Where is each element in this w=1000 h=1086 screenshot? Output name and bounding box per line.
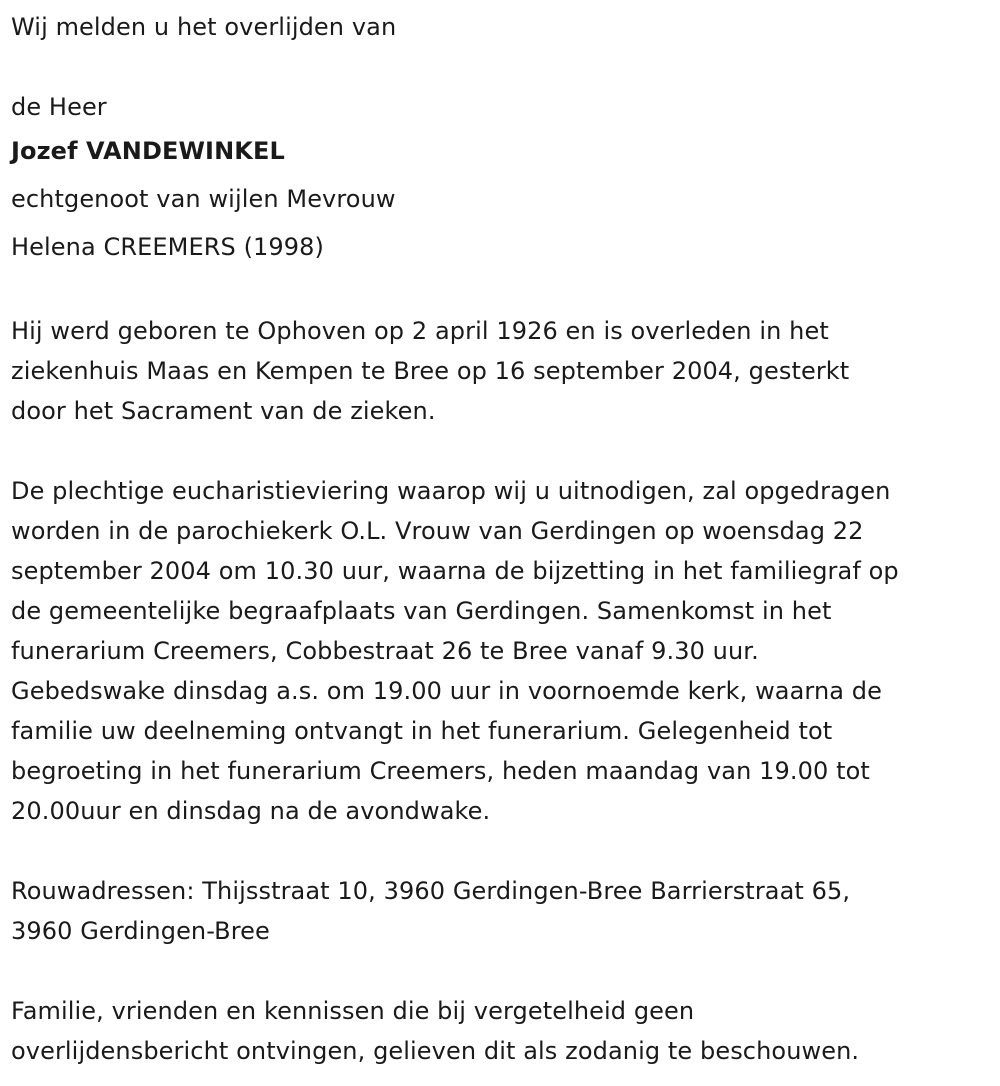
service-paragraph [11, 471, 996, 831]
service-line: familie uw deelneming ontvangt in het funerarium. Gelegenheid tot [11, 717, 833, 745]
birth-paragraph [11, 311, 996, 431]
service-line: Gebedswake dinsdag a.s. om 19.00 uur in voornoemde kerk, waarna de [11, 677, 882, 705]
service-line: funerarium Creemers, Cobbestraat 26 te Bree vanaf 9.30 uur. [11, 637, 759, 665]
intro-text: Wij melden u het overlijden van [11, 13, 397, 41]
service-line: september 2004 om 10.30 uur, waarna de bijzetting in het familiegraf op [11, 557, 899, 585]
closing-paragraph [11, 991, 996, 1071]
closing-line: overlijdensbericht ontvingen, gelieven dit als zodanig te beschouwen. [11, 1037, 860, 1065]
address-line: Rouwadressen: Thijsstraat 10, 3960 Gerdingen-Bree Barrierstraat 65, [11, 877, 851, 905]
closing-line: Familie, vrienden en kennissen die bij vergetelheid geen [11, 997, 695, 1025]
address-paragraph [11, 871, 996, 951]
address-line: 3960 Gerdingen-Bree [11, 917, 270, 945]
deceased-name [11, 127, 996, 175]
service-line: De plechtige eucharistieviering waarop wij u uitnodigen, zal opgedragen [11, 477, 891, 505]
death-notice [11, 7, 996, 1071]
birth-line: door het Sacrament van de zieken. [11, 397, 436, 425]
service-line: begroeting in het funerarium Creemers, heden maandag van 19.00 tot [11, 757, 870, 785]
service-line: de gemeentelijke begraafplaats van Gerdingen. Samenkomst in het [11, 597, 832, 625]
honorific-title: de Heer [11, 93, 107, 121]
spouse-line-1: echtgenoot van wijlen Mevrouw [11, 185, 396, 213]
service-line: worden in de parochiekerk O.L. Vrouw van Gerdingen op woensdag 22 [11, 517, 864, 545]
birth-line: ziekenhuis Maas en Kempen te Bree op 16 september 2004, gesterkt [11, 357, 850, 385]
spouse-line-2: Helena CREEMERS (1998) [11, 233, 324, 261]
birth-line: Hij werd geboren te Ophoven op 2 april 1926 en is overleden in het [11, 317, 829, 345]
deceased-name-text: Jozef VANDEWINKEL [11, 137, 285, 165]
service-line: 20.00uur en dinsdag na de avondwake. [11, 797, 491, 825]
